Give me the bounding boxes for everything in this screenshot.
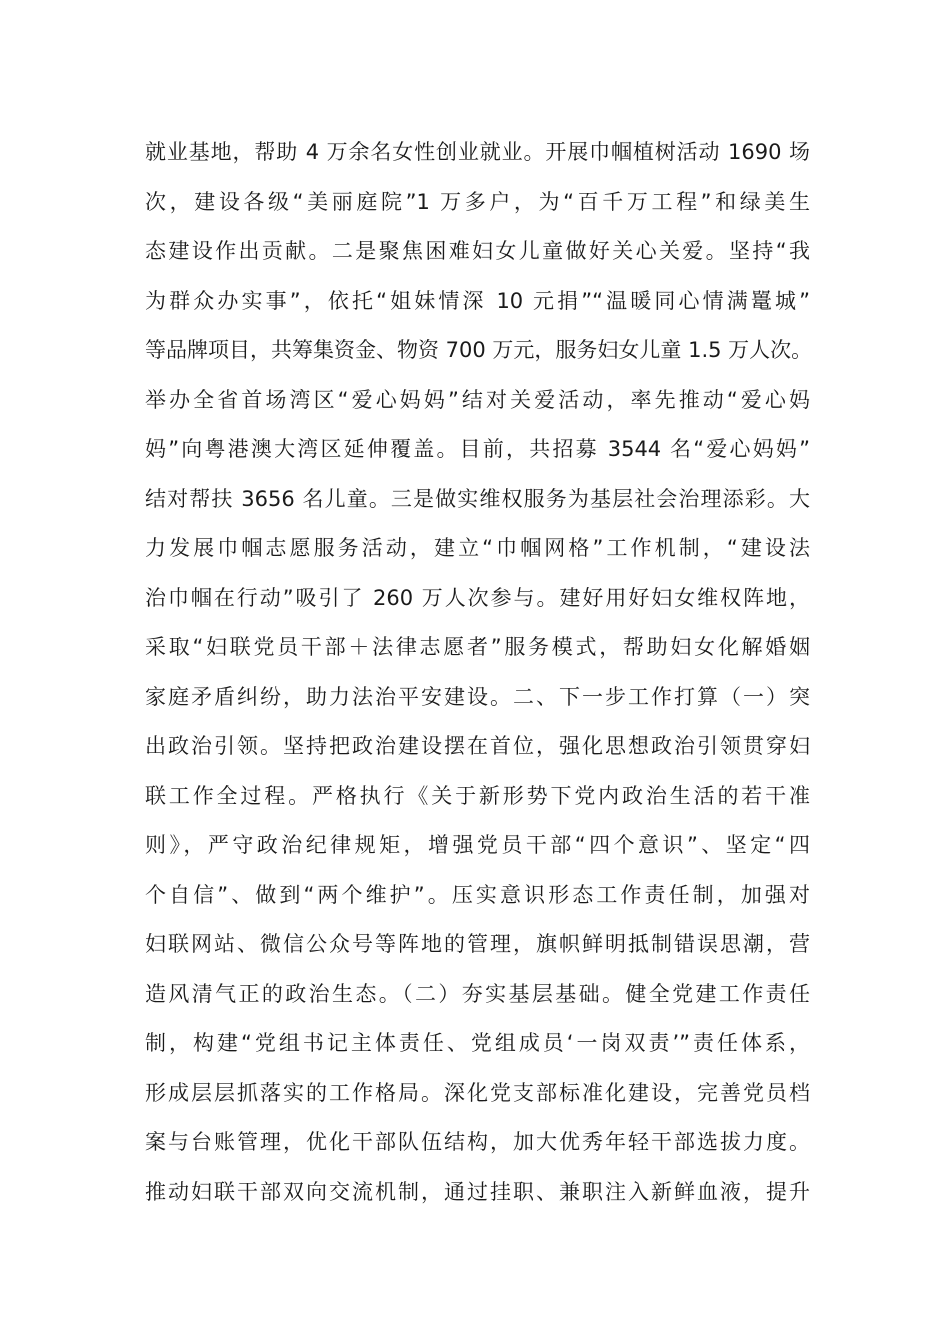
text-line: 推动妇联干部双向交流机制，通过挂职、兼职注入新鲜血液，提升 <box>145 1179 810 1204</box>
text-line: 则》，严守政治纪律规矩，增强党员干部“四个意识”、坚定“四 <box>145 833 810 857</box>
text-line: 举办全省首场湾区“爱心妈妈”结对关爱活动，率先推动“爱心妈 <box>145 387 810 412</box>
text-line: 家庭矛盾纠纷，助力法治平安建设。二、下一步工作打算（一）突 <box>145 684 810 709</box>
text-line: 采取“妇联党员干部＋法律志愿者”服务模式，帮助妇女化解婚姻 <box>145 635 810 659</box>
text-line: 联工作全过程。严格执行《关于新形势下党内政治生活的若干准 <box>145 783 810 808</box>
text-line: 个自信”、做到“两个维护”。压实意识形态工作责任制，加强对 <box>145 882 810 907</box>
text-line: 造风清气正的政治生态。（二）夯实基层基础。健全党建工作责任 <box>145 981 810 1006</box>
text-line: 态建设作出贡献。二是聚焦困难妇女儿童做好关心关爱。坚持“我 <box>145 239 810 263</box>
text-line: 出政治引领。坚持把政治建设摆在首位，强化思想政治引领贯穿妇 <box>145 734 810 758</box>
text-line: 等品牌项目，共筹集资金、物资 700 万元，服务妇女儿童 1.5 万人次。 <box>145 338 813 362</box>
text-line: 妇联网站、微信公众号等阵地的管理，旗帜鲜明抵制错误思潮，营 <box>145 932 810 956</box>
text-line: 次，建设各级“美丽庭院”1 万多户，为“百千万工程”和绿美生 <box>145 189 810 214</box>
text-line: 形成层层抓落实的工作格局。深化党支部标准化建设，完善党员档 <box>145 1080 810 1105</box>
text-line: 为群众办实事”，依托“姐妹情深 10 元捐”“温暖同心情满鼍城” <box>145 288 810 313</box>
text-line: 治巾帼在行动”吸引了 260 万人次参与。建好用好妇女维权阵地， <box>145 585 810 610</box>
text-line: 案与台账管理，优化干部队伍结构，加大优秀年轻干部选拔力度。 <box>145 1130 810 1154</box>
text-line: 制，构建“党组书记主体责任、党组成员‘一岗双责’”责任体系， <box>145 1031 810 1055</box>
text-line: 力发展巾帼志愿服务活动，建立“巾帼网格”工作机制，“建设法 <box>145 536 810 560</box>
text-line: 就业基地，帮助 4 万余名女性创业就业。开展巾帼植树活动 1690 场 <box>145 140 810 164</box>
text-line: 妈”向粤港澳大湾区延伸覆盖。目前，共招募 3544 名“爱心妈妈” <box>145 437 810 461</box>
text-line: 结对帮扶 3656 名儿童。三是做实维权服务为基层社会治理添彩。大 <box>145 486 810 511</box>
